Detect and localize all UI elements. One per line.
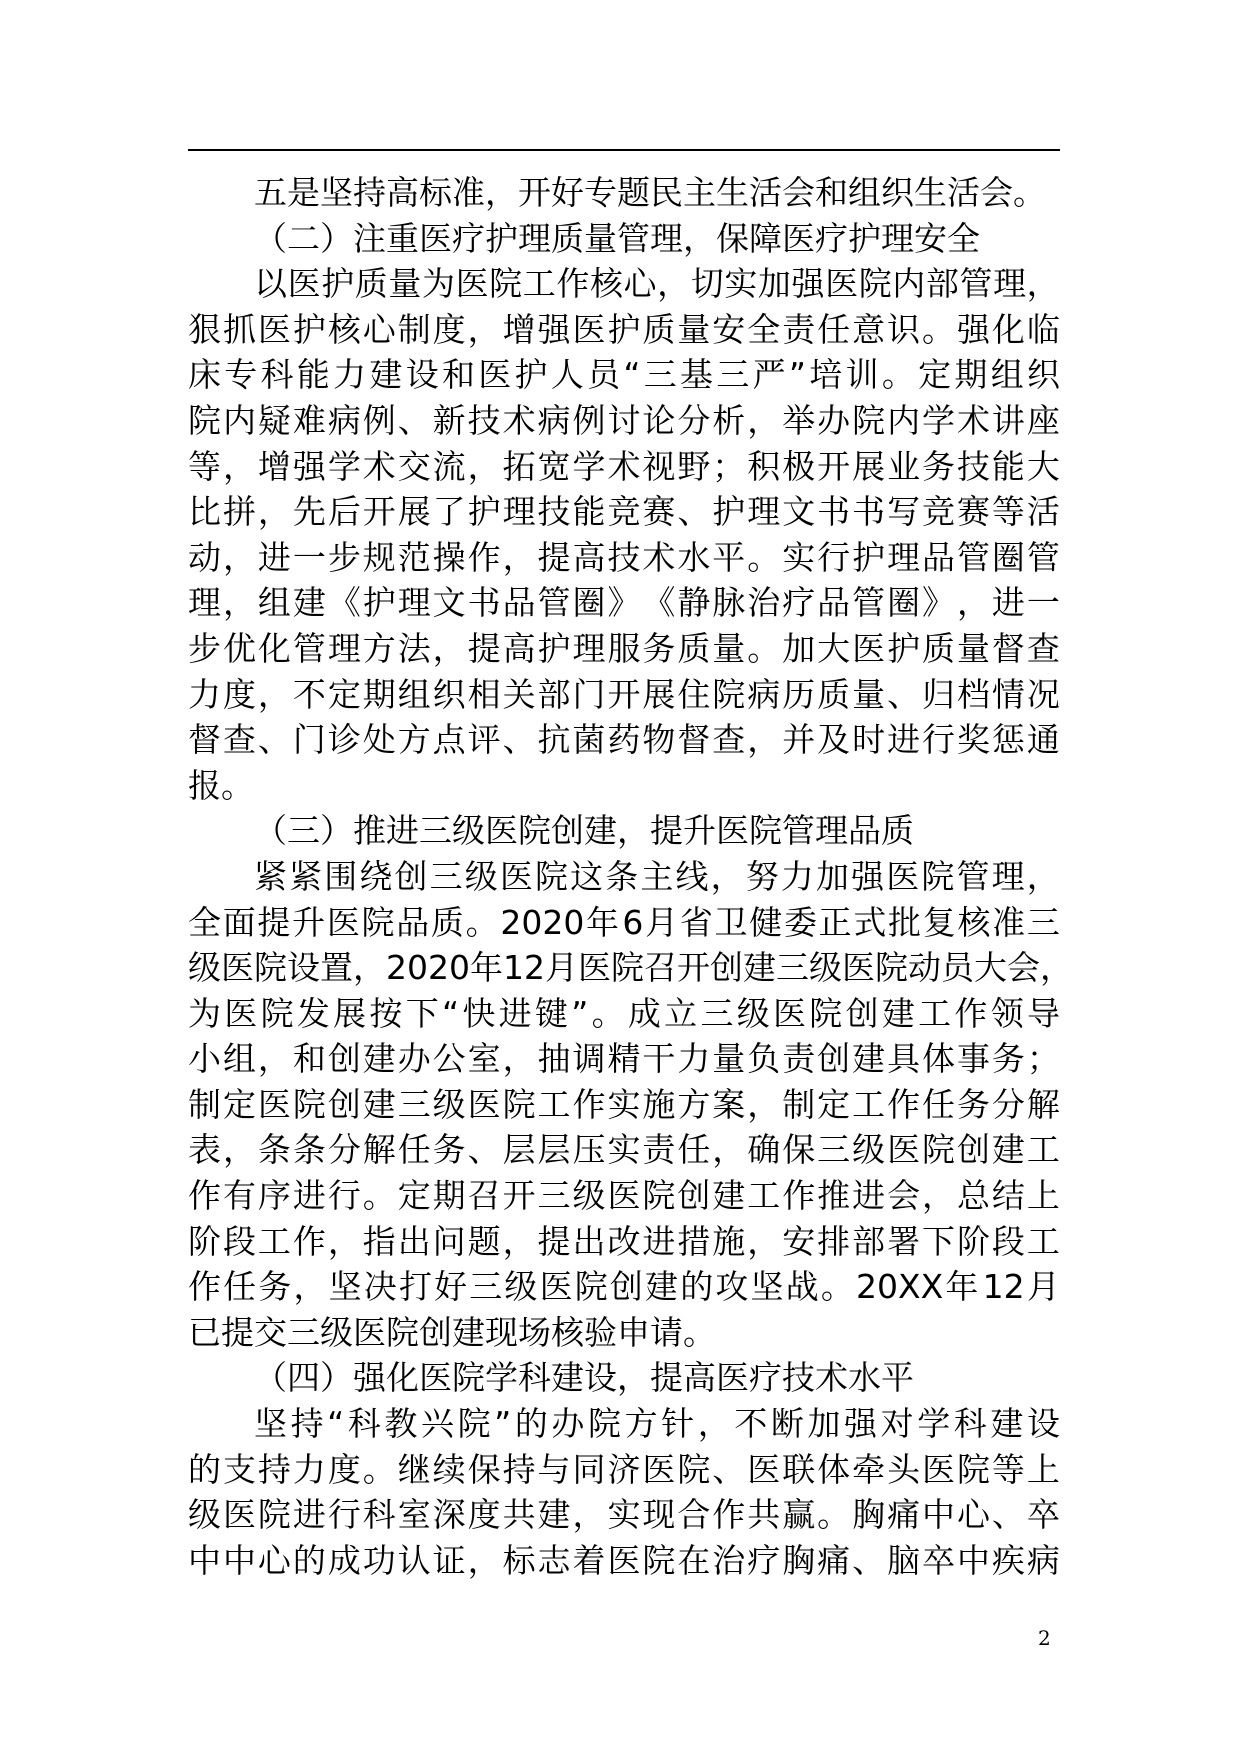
paragraph-line: 作 任 务 ， 坚 决 打 好 三 级 医 院 创 建 的 攻 坚 战 。 20XX 年 12 月: [188, 1267, 1060, 1307]
page-number: 2: [1038, 1626, 1051, 1650]
paragraph-line: 坚 持 “ 科 教 兴 院 ” 的 办 院 方 针 ， 不 断 加 强 对 学 科 建 设: [254, 1404, 1060, 1444]
paragraph-line: 级 医 院 设 置 ， 2020 年 12 月 医 院 召 开 创 建 三 级 医 院 动 员 大 会 ，: [188, 948, 1073, 988]
paragraph-line: 已提交三级医院创建现场核验申请。: [188, 1312, 716, 1352]
paragraph-line: 院 内 疑 难 病 例 、 新 技 术 病 例 讨 论 分 析 ， 举 办 院 内 学 术 讲 座: [188, 400, 1060, 440]
paragraph-line: 督 查 、 门 诊 处 方 点 评 、 抗 菌 药 物 督 查 ， 并 及 时 进 行 奖 惩 通: [188, 720, 1060, 760]
paragraph-line: 理 ， 组 建 《 护 理 文 书 品 管 圈 》 《 静 脉 治 疗 品 管 圈 》 ， 进 一: [188, 583, 1060, 623]
paragraph-line: 阶 段 工 作 ， 指 出 问 题 ， 提 出 改 进 措 施 ， 安 排 部 署 下 阶 段 工: [188, 1221, 1060, 1261]
paragraph-line: 狠 抓 医 护 核 心 制 度 ， 增 强 医 护 质 量 安 全 责 任 意 识 。 强 化 临: [188, 309, 1060, 349]
paragraph-line: 五是坚持高标准，开好专题民主生活会和组织生活会。: [254, 173, 1046, 212]
paragraph-line: 步 优 化 管 理 方 法 ， 提 高 护 理 服 务 质 量 。 加 大 医 护 质 量 督 查: [188, 628, 1060, 668]
paragraph-line: 全 面 提 升 医 院 品 质 。 2020 年 6 月 省 卫 健 委 正 式 批 复 核 准 三: [188, 902, 1060, 942]
paragraph-line: 比 拼 ， 先 后 开 展 了 护 理 技 能 竞 赛 、 护 理 文 书 书 写 竞 赛 等 活: [188, 492, 1060, 532]
paragraph-line: 等 ， 增 强 学 术 交 流 ， 拓 宽 学 术 视 野 ； 积 极 开 展 业 务 技 能 大: [188, 446, 1060, 486]
paragraph-line: 作 有 序 进 行 。 定 期 召 开 三 级 医 院 创 建 工 作 推 进 会 ， 总 结 上: [188, 1176, 1060, 1216]
paragraph-line: 小 组 ， 和 创 建 办 公 室 ， 抽 调 精 干 力 量 负 责 创 建 具 体 事 务 ；: [188, 1039, 1060, 1079]
body-text: [188, 170, 1073, 1583]
paragraph-line: 制 定 医 院 创 建 三 级 医 院 工 作 实 施 方 案 ， 制 定 工 作 任 务 分 解: [188, 1084, 1060, 1124]
paragraph-line: 力 度 ， 不 定 期 组 织 相 关 部 门 开 展 住 院 病 历 质 量 、 归 档 情 况: [188, 674, 1060, 714]
paragraph-line: 以 医 护 质 量 为 医 院 工 作 核 心 ， 切 实 加 强 医 院 内 部 管 理 ，: [254, 264, 1060, 304]
paragraph-line: 表 ， 条 条 分 解 任 务 、 层 层 压 实 责 任 ， 确 保 三 级 医 院 创 建 工: [188, 1130, 1060, 1170]
section-heading: （四）强化医院学科建设，提高医疗技术水平: [254, 1358, 914, 1398]
paragraph-line: 紧 紧 围 绕 创 三 级 医 院 这 条 主 线 ， 努 力 加 强 医 院 管 理 ，: [254, 856, 1060, 896]
paragraph-line: 为 医 院 发 展 按 下 “ 快 进 键 ” 。 成 立 三 级 医 院 创 建 工 作 领 导: [188, 993, 1060, 1033]
paragraph-line: 中 中 心 的 成 功 认 证 ， 标 志 着 医 院 在 治 疗 胸 痛 、 脑 卒 中 疾 病: [188, 1540, 1060, 1580]
section-heading: （二）注重医疗护理质量管理，保障医疗护理安全: [254, 218, 980, 258]
paragraph-line: 床 专 科 能 力 建 设 和 医 护 人 员 “ 三 基 三 严 ” 培 训 。 定 期 组 织: [188, 355, 1060, 395]
header-rule: [188, 149, 1060, 151]
section-heading: （三）推进三级医院创建，提升医院管理品质: [254, 811, 914, 851]
paragraph-line: 报。: [188, 765, 254, 805]
paragraph-line: 的 支 持 力 度 。 继 续 保 持 与 同 济 医 院 、 医 联 体 牵 头 医 院 等 上: [188, 1449, 1060, 1489]
paragraph-line: 级 医 院 进 行 科 室 深 度 共 建 ， 实 现 合 作 共 赢 。 胸 痛 中 心 、 卒: [188, 1495, 1060, 1535]
paragraph-line: 动 ， 进 一 步 规 范 操 作 ， 提 高 技 术 水 平 。 实 行 护 理 品 管 圈 管: [188, 537, 1060, 577]
